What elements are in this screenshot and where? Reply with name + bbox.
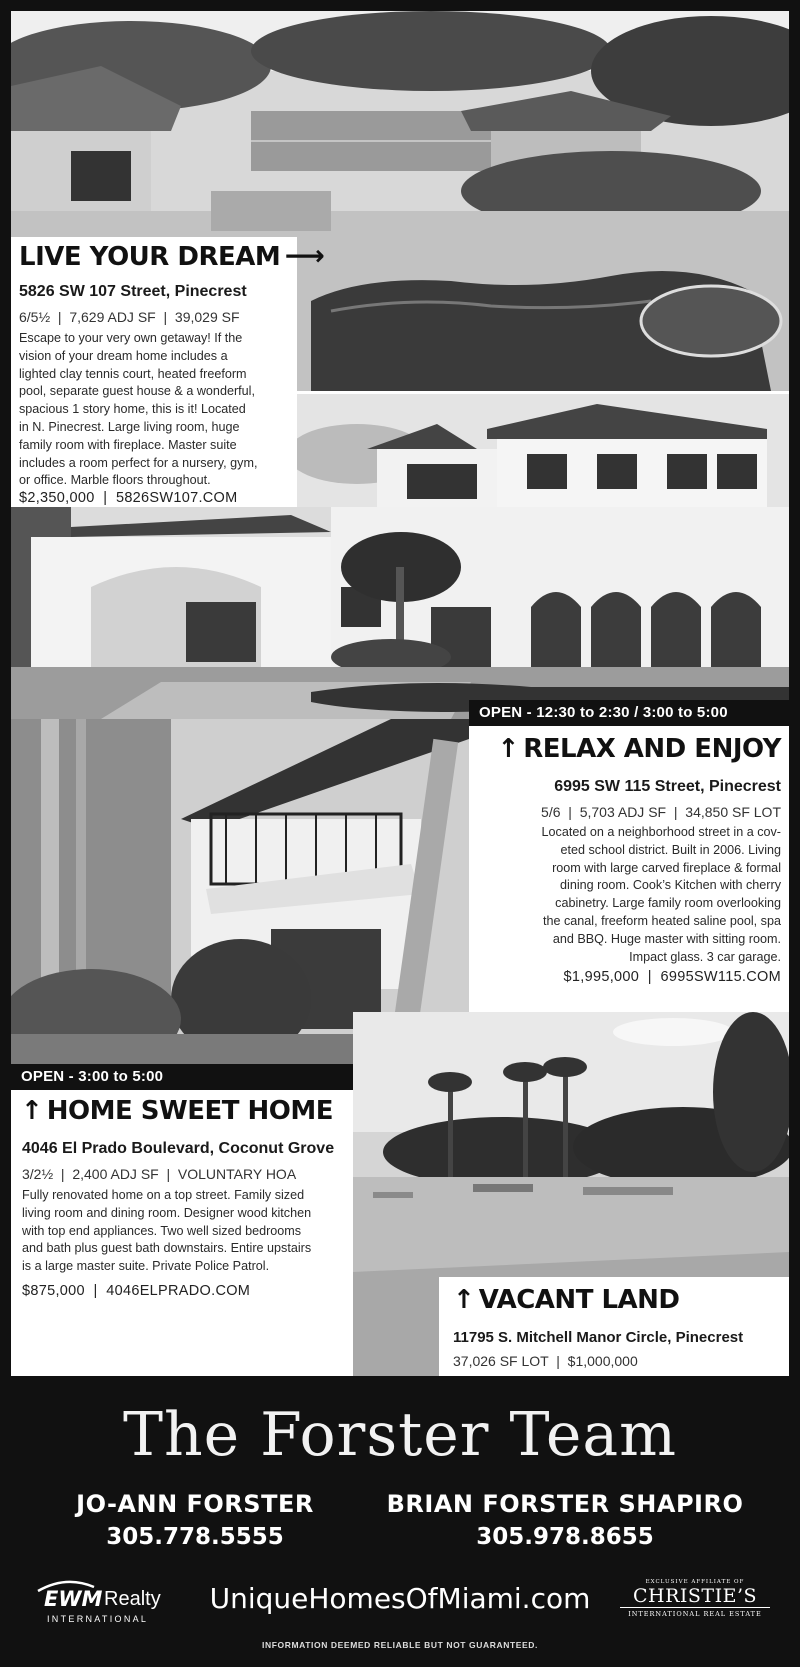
photo-villa-upper: [297, 394, 789, 519]
listing-3-address: 4046 El Prado Boulevard, Coconut Grove: [22, 1140, 335, 1157]
arrow-right-icon: ⟶: [284, 239, 325, 272]
description-line: or office. Marble floors throughout.: [19, 473, 211, 488]
listing-4-headline-row: [453, 1285, 680, 1315]
description-line: with top end appliances. Two well sized bedrooms: [22, 1223, 302, 1238]
photo-villa-lower: [11, 507, 789, 719]
listing-3-specs: 3/2½ | 2,400 ADJ SF | VOLUNTARY HOA: [22, 1166, 297, 1182]
agent-2-name: BRIAN FORSTER SHAPIRO: [386, 1490, 744, 1518]
agent-1-phone[interactable]: 305.778.5555: [106, 1524, 284, 1550]
listing-2-address: 6995 SW 115 Street, Pinecrest: [554, 778, 781, 795]
listing-3-headline-row: [21, 1096, 333, 1126]
christies-top: EXCLUSIVE AFFILIATE OF: [645, 1579, 745, 1585]
description-line: family room with fireplace. Master suite: [19, 437, 237, 452]
listing-1-specs: 6/5½ | 7,629 ADJ SF | 39,029 SF: [19, 309, 240, 325]
arrow-up-icon: ↑: [497, 734, 519, 764]
listing-3-panel: [11, 1090, 353, 1376]
footer-logos: [0, 1577, 800, 1627]
christies-logo: [620, 1579, 770, 1618]
agent-1-name: JO-ANN FORSTER: [76, 1490, 314, 1518]
listing-1-headline: LIVE YOUR DREAM: [19, 242, 281, 272]
christies-main: CHRISTIE’S: [632, 1585, 758, 1607]
description-line: vision of your dream home includes a: [19, 348, 228, 363]
listing-2-panel: [469, 726, 789, 1012]
description-line: room with large carved fireplace & formal: [552, 860, 781, 875]
description-line: dining room. Cook’s Kitchen with cherry: [560, 878, 781, 893]
description-line: Fully renovated home on a top street. Family sized: [22, 1188, 305, 1202]
listing-4-headline: VACANT LAND: [478, 1285, 680, 1315]
description-line: spacious 1 story home, this is it! Located: [19, 402, 246, 417]
ewm-word: Realty: [104, 1588, 161, 1610]
description-line: lighted clay tennis court, heated freeform: [19, 366, 247, 381]
listing-2-price-link[interactable]: $1,995,000 | 6995SW115.COM: [563, 969, 781, 985]
listing-2-open-house: OPEN - 12:30 to 2:30 / 3:00 to 5:00: [469, 700, 789, 726]
listing-3-price-link[interactable]: $875,000 | 4046ELPRADO.COM: [22, 1283, 251, 1299]
arrow-up-icon: ↑: [453, 1285, 475, 1315]
listing-1-panel: [11, 237, 325, 507]
team-name: The Forster Team: [122, 1400, 678, 1470]
description-line: pool, separate guest house & a wonderful,: [19, 384, 255, 399]
listing-4-panel: [439, 1277, 789, 1376]
website-link[interactable]: UniqueHomesOfMiami.com: [209, 1582, 591, 1615]
agent-2: [365, 1490, 765, 1550]
agent-1: [35, 1490, 355, 1550]
listing-4-specs: 37,026 SF LOT | $1,000,000: [453, 1353, 638, 1369]
description-line: includes a room perfect for a nursery, gym,: [19, 455, 258, 470]
listing-1-price-link[interactable]: $2,350,000 | 5826SW107.COM: [19, 490, 238, 506]
description-line: eted school district. Built in 2006. Living: [560, 842, 781, 857]
listings-area: [11, 11, 789, 1376]
listing-3-headline: HOME SWEET HOME: [46, 1096, 334, 1126]
description-line: cabinetry. Large family room overlooking: [555, 896, 781, 911]
listing-2-headline: RELAX AND ENJOY: [523, 734, 781, 764]
description-line: living room and dining room. Designer wood kitchen: [22, 1205, 312, 1220]
christies-sub: INTERNATIONAL REAL ESTATE: [620, 1607, 770, 1618]
listing-3-description: [22, 1187, 352, 1276]
listing-4-address: 11795 S. Mitchell Manor Circle, Pinecrest: [453, 1329, 744, 1346]
listing-1-headline-row: [19, 239, 324, 272]
description-line: is a large master suite. Private Police Patrol.: [22, 1259, 270, 1274]
description-line: the canal, freeform heated saline pool, spa: [542, 913, 781, 928]
ewm-sub: INTERNATIONAL: [47, 1614, 149, 1624]
listing-2-description: [481, 824, 781, 966]
description-line: in N. Pinecrest. Large living room, huge: [19, 419, 240, 434]
disclaimer: INFORMATION DEEMED RELIABLE BUT NOT GUARANTEED.: [262, 1640, 538, 1650]
description-line: Impact glass. 3 car garage.: [629, 949, 781, 964]
description-line: and bath plus guest bath downstairs. Entire upstairs: [22, 1241, 312, 1256]
arrow-up-icon: ↑: [21, 1096, 43, 1126]
description-line: Escape to your very own getaway! If the: [19, 331, 243, 345]
description-line: and BBQ. Huge master with sitting room.: [552, 931, 781, 946]
ewm-mark: EWM: [44, 1587, 103, 1611]
ewm-realty-logo: [32, 1579, 182, 1625]
listing-1-description: [19, 330, 295, 490]
description-line: Located on a neighborhood street in a cov-: [541, 825, 781, 839]
listing-3-open-house: OPEN - 3:00 to 5:00: [11, 1064, 353, 1090]
listing-2-headline-row: [497, 734, 781, 764]
agent-2-phone[interactable]: 305.978.8655: [476, 1524, 654, 1550]
listing-2-specs: 5/6 | 5,703 ADJ SF | 34,850 SF LOT: [541, 804, 781, 820]
listing-1-address: 5826 SW 107 Street, Pinecrest: [19, 283, 247, 300]
